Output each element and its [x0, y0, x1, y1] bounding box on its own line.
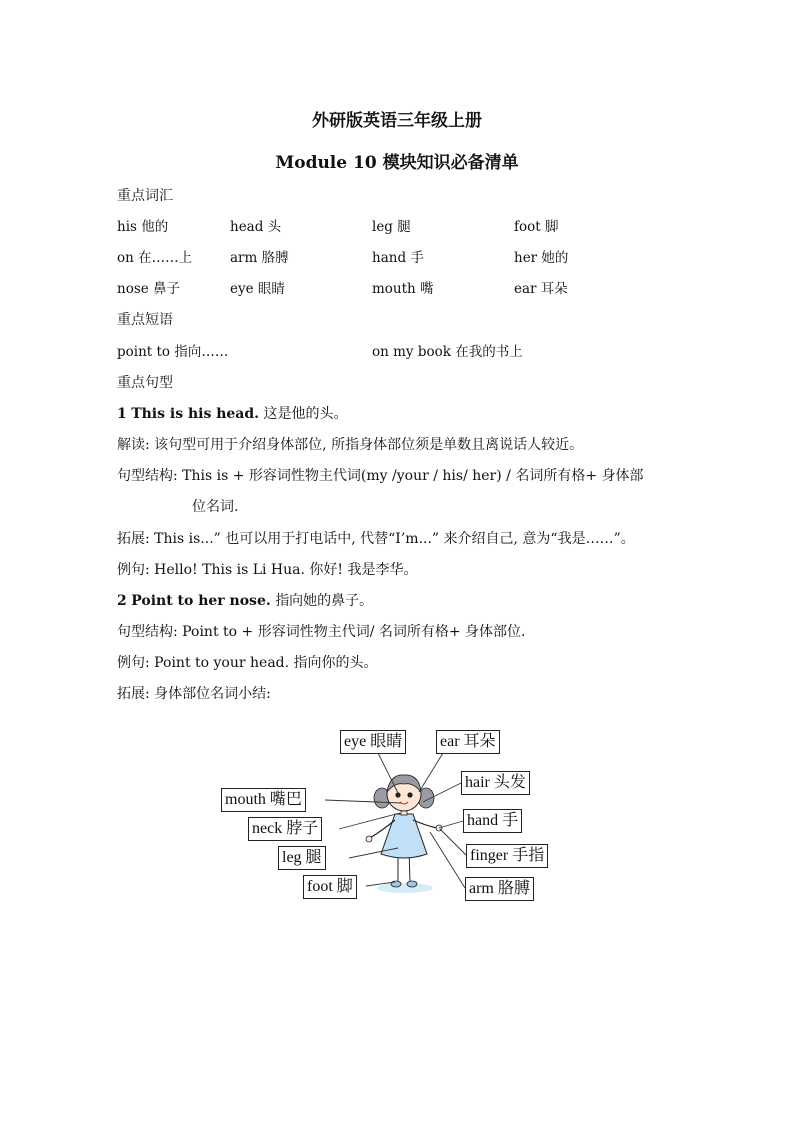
- body-parts-diagram: [215, 722, 585, 912]
- document-subtitle: Module 10 模块知识必备清单: [275, 153, 519, 173]
- vocab-item: nose 鼻子: [117, 281, 181, 297]
- label-foot: foot 脚: [303, 875, 357, 899]
- vocab-item: foot 脚: [514, 219, 559, 235]
- structure-text-cont: 位名词.: [192, 499, 239, 515]
- sentence-english: Point to her nose.: [131, 593, 271, 609]
- vocab-item: eye 眼睛: [230, 281, 285, 297]
- sentences-heading: 重点句型: [117, 375, 173, 391]
- label-arm: arm 胳膊: [465, 877, 534, 901]
- structure-text: 句型结构: This is + 形容词性物主代词(my /your / his/ her) / 名词所有格+ 身体部: [117, 468, 644, 484]
- document-title: 外研版英语三年级上册: [312, 111, 482, 131]
- label-hand: hand 手: [463, 809, 522, 833]
- phrase-item: point to 指向……: [117, 344, 229, 360]
- vocab-item: leg 腿: [372, 219, 411, 235]
- sentence-translation: 这是他的头。: [263, 406, 348, 422]
- sentence-2: [117, 591, 373, 611]
- phrase-item: on my book 在我的书上: [372, 344, 523, 360]
- analysis-text: 解读: 该句型可用于介绍身体部位, 所指身体部位须是单数且离说话人较近。: [117, 437, 584, 453]
- vocab-heading: 重点词汇: [117, 188, 173, 204]
- phrases-heading: 重点短语: [117, 312, 173, 328]
- example-text: 例句: Hello! This is Li Hua. 你好! 我是李华。: [117, 562, 418, 578]
- vocab-item: ear 耳朵: [514, 281, 568, 297]
- label-leg: leg 腿: [278, 846, 326, 870]
- sentence-translation: 指向她的鼻子。: [275, 593, 374, 609]
- vocab-item: arm 胳膊: [230, 250, 289, 266]
- sentence-number: 1: [117, 406, 127, 422]
- label-neck: neck 脖子: [248, 817, 322, 841]
- vocab-item: his 他的: [117, 219, 169, 235]
- vocab-item: head 头: [230, 219, 282, 235]
- sentence-english: This is his head.: [131, 406, 260, 422]
- structure-text: 句型结构: Point to + 形容词性物主代词/ 名词所有格+ 身体部位.: [117, 624, 526, 640]
- vocab-item: hand 手: [372, 250, 424, 266]
- sentence-1: [117, 404, 347, 424]
- label-eye: eye 眼睛: [340, 730, 406, 754]
- sentence-number: 2: [117, 593, 127, 609]
- label-ear: ear 耳朵: [436, 730, 500, 754]
- label-finger: finger 手指: [466, 844, 548, 868]
- vocab-item: her 她的: [514, 250, 569, 266]
- label-mouth: mouth 嘴巴: [221, 788, 306, 812]
- extension-text: 拓展: This is...” 也可以用于打电话中, 代替“I’m...” 来介绍自己, 意为“我是……”。: [117, 531, 635, 547]
- vocab-item: mouth 嘴: [372, 281, 434, 297]
- vocab-item: on 在……上: [117, 250, 193, 266]
- example-text: 例句: Point to your head. 指向你的头。: [117, 655, 378, 671]
- label-hair: hair 头发: [461, 771, 530, 795]
- extension-text: 拓展: 身体部位名词小结:: [117, 686, 271, 702]
